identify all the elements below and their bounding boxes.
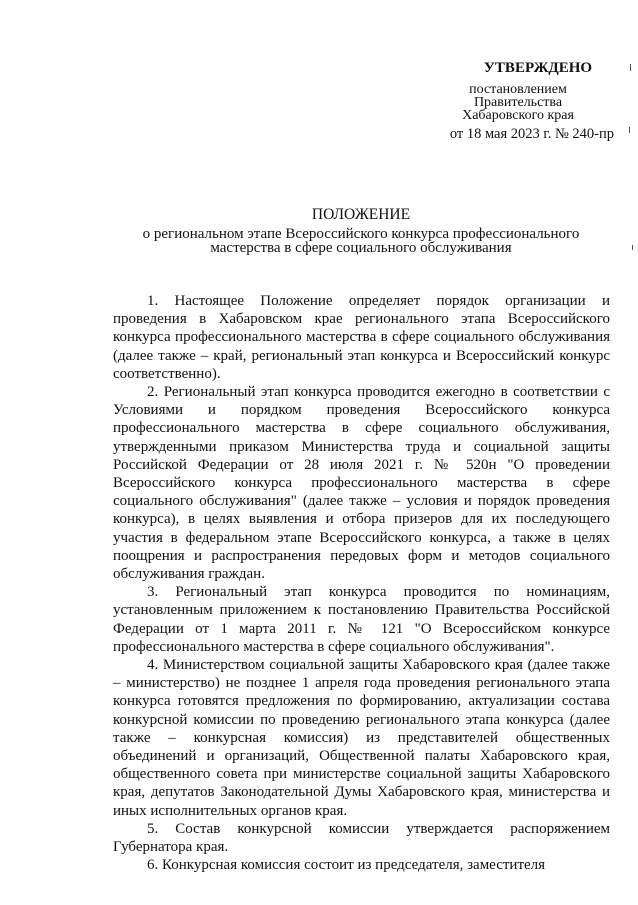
approval-date: от 18 мая 2023 г. № 240-пр: [449, 126, 614, 142]
document-body: [113, 292, 610, 874]
document-title: ПОЛОЖЕНИЕ: [311, 206, 411, 223]
paragraph-4: 4. Министерством социальной защиты Хабаровского края (далее также – министерство) не позднее 1 апреля года проведения регионального этапа конкурса готовятся предложения по формированию, актуализации состава конкурсной комиссии по проведению регионального этапа конкурса (далее также – конкурсная комиссия) из представителей общественных объединений и организаций, Общественной палаты Хабаровского края, общественного совета при министерстве социальной защиты Хабаровского края, депутатов Законодательной Думы Хабаровского края, министерства и иных исполнительных органов края.: [113, 657, 610, 819]
document-subtitle: о региональном этапе Всероссийского конкурса профессионального мастерства в сфере социального обслуживания: [142, 226, 580, 256]
paragraph-5: 5. Состав конкурсной комиссии утверждается распоряжением Губернатора края.: [113, 820, 610, 856]
approval-line-2: Правительства: [473, 95, 563, 110]
paragraph-2: 2. Региональный этап конкурса проводится ежегодно в соответствии с Условиями и порядком проведения Всероссийского конкурса профессионального мастерства в сфере социального обслуживания, утвержденными приказом Министерства труда и социальной защиты Российской Федерации от 28 июля 2021 г. № 520н "О проведении Всероссийского конкурса профессионального мастерства в сфере социального обслуживания" (далее также – условия и порядок проведения конкурса), в целях выявления и отбора призеров для их последующего участия в федеральном этапе Всероссийского конкурса, а также в целях поощрения и распространения передовых форм и методов социального обслуживания граждан.: [113, 384, 610, 583]
scan-mark: [630, 64, 631, 71]
paragraph-1: 1. Настоящее Положение определяет порядок организации и проведения в Хабаровском крае регионального этапа Всероссийского конкурса профессионального мастерства в сфере социального обслуживания (далее также – край, региональный этап конкурса и Всероссийский конкурс соответственно).: [113, 293, 610, 382]
scan-mark: [632, 245, 633, 250]
paragraph-6: 6. Конкурсная комиссия состоит из председателя, заместителя: [147, 857, 546, 874]
approval-line-3: Хабаровского края: [462, 108, 574, 123]
approval-stamp: [418, 62, 618, 141]
scan-mark: [629, 127, 630, 133]
approval-heading: УТВЕРЖДЕНО: [483, 60, 593, 76]
approval-line-1: постановлением: [469, 82, 567, 97]
paragraph-3: 3. Региональный этап конкурса проводится по номинациям, установленным приложением к постановлению Правительства Российской Федерации от 1 марта 2011 г. № 121 "О Всероссийском конкурсе профессионального мастерства в сфере социального обслуживания".: [113, 584, 610, 655]
